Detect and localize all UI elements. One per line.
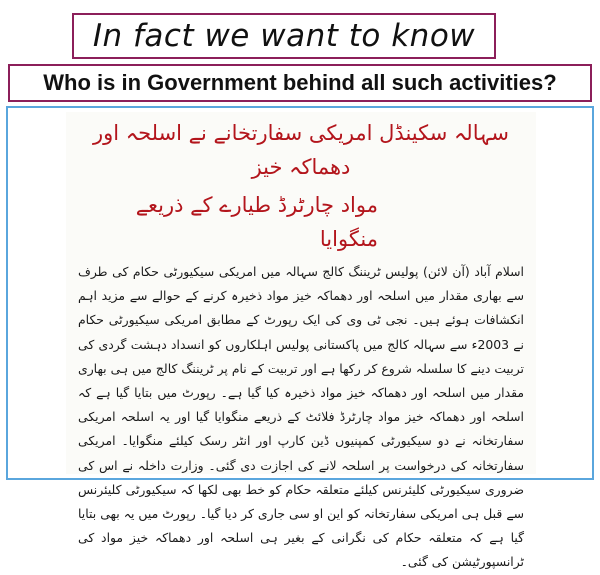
headline-line-2: مواد چارٹرڈ طیارے کے ذریعے منگوایا [135,193,378,251]
subtitle-box [8,64,592,102]
page-subtitle: Who is in Government behind all such activities? [43,70,557,95]
article-body: اسلام آباد (آن لائن) پولیس ٹریننگ کالج سہالہ میں امریکی سیکیورٹی حکام کی طرف سے بھاری مقدار میں اسلحہ اور دھماکہ خیز مواد ذخیرہ کرنے کے حوالے سے مزید اہم انکشافات ہوئے ہیں۔ نجی ٹی وی کی ایک رپورٹ کے مطابق امریکی سیکیورٹی حکام نے 2003ء سے سہالہ کالج میں پاکستانی پولیس اہلکاروں کو انسداد دہشت گردی کی تربیت دینے کا سلسلہ شروع کر رکھا ہے اور تربیت کے نام پر ٹریننگ کالج میں ہی بھاری مقدار میں اسلحہ اور دھماکہ خیز مواد ذخیرہ کیا گیا ہے۔ رپورٹ میں بتایا گیا ہے کہ اسلحہ اور دھماکہ خیز مواد چارٹرڈ فلائٹ کے ذریعے منگوایا گیا اور یہ اسلحہ امریکی سفارتخانہ نے دو سیکیورٹی کمپنیوں ڈین کارپ اور انٹر رسک کیلئے منگوایا۔ امریکی سفارتخانہ کی درخواست پر اسلحہ لانے کی اجازت دی گئی۔ وزارت داخلہ نے اس کی ضروری سیکیورٹی کلیئرنس کیلئے متعلقہ حکام کو خط بھی لکھا کہ سیکیورٹی کلیئرنس سے قبل ہی امریکی سفارتخانہ کو این او سی جاری کر دیا گیا۔ رپورٹ میں یہ بھی بتایا گیا ہے کہ متعلقہ حکام کی نگرانی کے بغیر ہی اسلحہ اور دھماکہ خیز مواد کی ٹرانسپورٹیشن کی گئی۔ [78,264,524,570]
article-box [6,106,594,570]
headline-line-1: سہالہ سکینڈل امریکی سفارتخانے نے اسلحہ اور دھماکہ خیز [92,121,510,179]
newspaper-clipping [66,112,536,570]
page-title: In fact we want to know [92,18,476,54]
title-box [72,13,496,59]
